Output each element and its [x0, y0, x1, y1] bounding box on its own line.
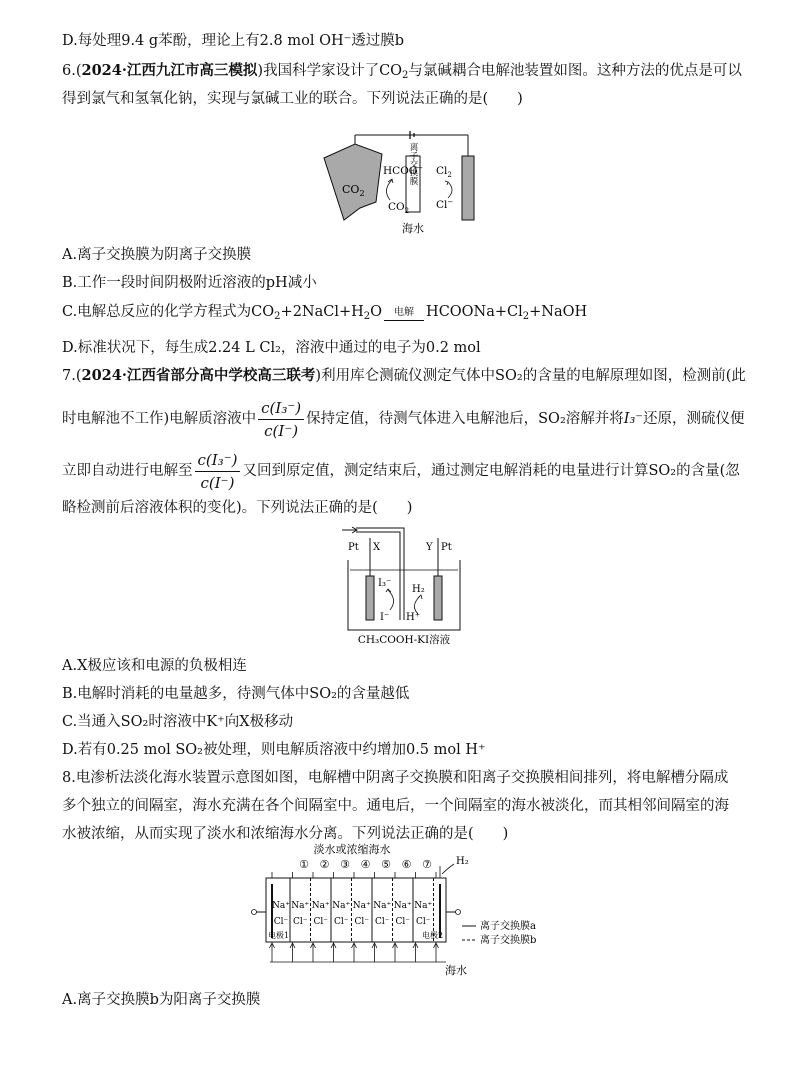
q8-cl-ion: Cl⁻ — [374, 917, 390, 927]
q7-electrolysis-figure — [340, 524, 470, 648]
q8-room-6: ⑥ — [401, 858, 412, 871]
q8-na-ion: Na⁺ — [393, 901, 412, 911]
q8-bottom-label: 海水 — [445, 964, 467, 977]
q7-y-label: Y — [426, 542, 433, 553]
q8-room-3: ③ — [340, 858, 350, 871]
q8-na-ion: Na⁺ — [414, 901, 433, 911]
q8-na-ion: Na⁺ — [332, 901, 351, 911]
q6-option-a: A.离子交换膜为阴离子交换膜 — [62, 247, 252, 263]
q6-option-d: D.标准状况下，每生成2.24 L Cl₂，溶液中通过的电子为0.2 mol — [62, 340, 481, 356]
q8-room-7: ⑦ — [422, 858, 432, 871]
q8-cl-ion: Cl⁻ — [395, 917, 411, 927]
q7-stem-line1: 7.(2024·江西省部分高中学校高三联考)利用库仑测硫仪测定气体中SO₂的含量的电解原理如图，检测前(此 — [62, 367, 746, 384]
q8-room-labels — [299, 858, 432, 871]
q7-ratio-fraction-2: $\frac{\text{c(I₃⁻)}}{c(I^-)}$ — [195, 450, 241, 493]
q8-cl-ion: Cl⁻ — [333, 917, 349, 927]
q8-cl-ion: Cl⁻ — [354, 917, 370, 927]
q7-source: 2024·江西省部分高中学校高三联考 — [81, 367, 316, 384]
q7-solution-label: CH₃COOH-KI溶液 — [357, 634, 451, 646]
q6-co2-low: $CO_2$ — [388, 201, 410, 215]
q8-cl-ion: Cl⁻ — [273, 917, 289, 927]
q8-inflow-arrows — [270, 943, 439, 962]
q6-stem-line1: 6.(2024·江西九江市高三模拟)我国科学家设计了$CO_2$与氯碱耦合电解池装置如图。这种方法的优点是可以 — [62, 62, 742, 81]
q6-membrane-label: 离子交换膜 — [408, 142, 418, 186]
q7-h2: H₂ — [412, 584, 425, 595]
q7-x-label: X — [373, 542, 381, 553]
q8-top-label: 淡水或浓缩海水 — [313, 843, 391, 856]
q5-option-d: D.每处理9.4 g苯酚，理论上有2.8 mol OH⁻透过膜b — [62, 33, 405, 49]
q8-electrode2: 电极2 — [422, 931, 444, 940]
q7-i3: I₃⁻ — [378, 578, 392, 589]
q8-room-5: ⑤ — [381, 858, 391, 871]
q6-source: 2024·江西九江市高三模拟 — [81, 62, 258, 79]
q7-pt-left: Pt — [348, 542, 359, 553]
q8-cl-ion: Cl⁻ — [292, 917, 308, 927]
q6-electrolysis-figure — [320, 130, 500, 238]
q8-na-ion: Na⁺ — [272, 901, 290, 911]
q7-stem-line4: 略检测前后溶液体积的变化)。下列说法正确的是( ) — [62, 500, 413, 516]
q8-room-2: ② — [319, 858, 330, 871]
q6-electrolysis-sign: 电解 — [384, 308, 424, 327]
q8-h2: H₂ — [456, 856, 469, 867]
q7-ratio-fraction: $\frac{\text{c(I₃⁻)}}{c(I^-)}$ — [258, 398, 304, 441]
q8-na-ion: Na⁺ — [291, 901, 310, 911]
q6-water-label: 海水 — [402, 222, 424, 235]
q8-na-ion: Na⁺ — [311, 901, 330, 911]
q6-option-b: B.工作一段时间阴极附近溶液的pH减小 — [62, 275, 317, 291]
q8-cl-ion: Cl⁻ — [415, 917, 431, 927]
q8-stem-line2: 多个独立的间隔室，海水充满在各个间隔室中。通电后，一个间隔室的海水被淡化，而其相邻间隔室的海 — [62, 798, 729, 814]
q8-legend-b: 离子交换膜b — [480, 935, 537, 946]
q7-option-c: C.当通入SO₂时溶液中K⁺向X极移动 — [62, 714, 294, 730]
q8-outflow-arrows — [272, 872, 436, 878]
q8-option-a: A.离子交换膜b为阳离子交换膜 — [62, 992, 261, 1008]
q6-option-c: C.电解总反应的化学方程式为$CO_2+2NaCl+H_2O$ 电解 $HCOONa+Cl_2+NaOH$ — [62, 302, 587, 327]
q8-electrodialysis-figure — [250, 840, 560, 980]
q6-stem-line2: 得到氯气和氢氧化钠，实现与氯碱工业的联合。下列说法正确的是( ) — [62, 91, 523, 107]
q7-stem-line2: 时电解池不工作)电解质溶液中 $\frac{\text{c(I₃⁻)}}{c(I^-)}$ 保持定值，待测气体进入电解池后，SO₂溶解并将I₃⁻还原，测硫仪便 — [62, 398, 745, 440]
q7-pt-right: Pt — [441, 542, 452, 553]
q8-electrode1: 电极1 — [268, 931, 290, 940]
q7-i-minus: I⁻ — [380, 612, 390, 623]
q7-option-d: D.若有0.25 mol SO₂被处理，则电解质溶液中约增加0.5 mol H⁺ — [62, 742, 486, 758]
q7-h-plus: H⁺ — [406, 612, 420, 623]
q8-room-4: ④ — [360, 858, 371, 871]
q8-legend-a: 离子交换膜a — [480, 921, 536, 932]
q8-cl-ion: Cl⁻ — [313, 917, 329, 927]
q8-stem-line3: 水被浓缩，从而实现了淡水和浓缩海水分离。下列说法正确的是( ) — [62, 826, 509, 842]
q6-cl-minus: Cl− — [436, 198, 454, 211]
q6-hcoo: HCOO− — [383, 164, 424, 177]
q7-stem-line3: 立即自动进行电解至 $\frac{\text{c(I₃⁻)}}{c(I^-)}$ 又回到原定值，测定结束后，通过测定电解消耗的电量进行计算SO₂的含量(忽 — [62, 450, 740, 492]
q8-stem-line1: 8.电渗析法淡化海水装置示意图如图，电解槽中阴离子交换膜和阳离子交换膜相间排列，将电解槽分隔成 — [62, 770, 729, 786]
q7-option-b: B.电解时消耗的电量越多，待测气体中SO₂的含量越低 — [62, 686, 410, 702]
q8-na-ion: Na⁺ — [373, 901, 392, 911]
q7-option-a: A.X极应该和电源的负极相连 — [62, 658, 247, 674]
q6-co2-left: $CO_2$ — [342, 183, 365, 198]
q8-na-ion: Na⁺ — [352, 901, 371, 911]
q8-room-1: ① — [299, 858, 309, 871]
q6-cl2: $Cl_2$ — [436, 165, 452, 179]
